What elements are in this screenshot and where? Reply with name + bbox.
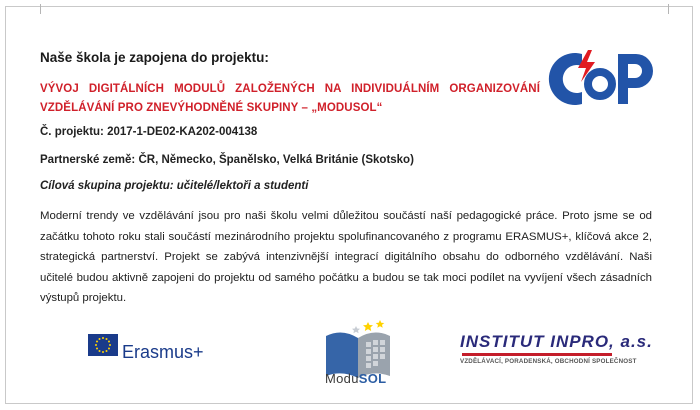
- erasmus-text: Erasmus+: [122, 342, 204, 362]
- partners-label: Partnerské země:: [40, 154, 136, 166]
- project-number-row: [40, 126, 257, 138]
- inpro-tagline: VZDĚLÁVACÍ, PORADENSKÁ, OBCHODNÍ SPOLEČNOST: [460, 358, 637, 365]
- project-title: VÝVOJ DIGITÁLNÍCH MODULŮ ZALOŽENÝCH NA INDIVIDUÁLNÍM ORGANIZOVÁNÍ VZDĚLÁVÁNÍ PRO ZNEVÝHODNĚNÉ SKUPINY – „MODUSOL“: [40, 83, 540, 114]
- inpro-underline: [462, 353, 612, 356]
- cop-logo: [548, 48, 658, 110]
- inpro-logo: [460, 332, 660, 365]
- modusol-prefix: Modu: [325, 371, 359, 386]
- inpro-name: INSTITUT INPRO, a.s.: [460, 332, 653, 351]
- target-group-row: [40, 180, 308, 192]
- crop-mark-top-left: [30, 4, 41, 14]
- cop-logo-p-shape: [618, 54, 653, 104]
- modusol-wordmark: [325, 371, 386, 386]
- target-group-value: učitelé/lektoři a studenti: [176, 180, 309, 192]
- target-group-label: Cílová skupina projektu:: [40, 180, 174, 192]
- project-number-value: 2017-1-DE02-KA202-004138: [107, 126, 258, 138]
- modusol-suffix: SOL: [358, 371, 387, 386]
- cop-logo-o-shape: [588, 72, 612, 96]
- eu-flag-icon: [88, 334, 118, 356]
- crop-mark-top-right: [668, 4, 679, 14]
- page-heading: Naše škola je zapojena do projektu:: [40, 50, 269, 65]
- cop-logo-c-shape: [549, 53, 582, 105]
- partners-row: [40, 154, 414, 166]
- description-paragraph: Moderní trendy ve vzdělávání jsou pro naši školu velmi důležitou součástí naší pedagogické práce. Proto jsme se od začátku tohoto roku stali součástí mezinárodního projektu spolufinancovaného z programu ERASMUS+, klíčová akce 2, strategická partnerství. Projekt se zabývá intenzivnější integrací digitálního obsahu do odborného vzdělávání. Naši učitelé budou aktivně zapojeni do projektu od samého počátku a budou se tak moci podílet na vyvíjení všech zásadních výstupů projektu.: [40, 210, 652, 305]
- project-number-label: Č. projektu:: [40, 126, 104, 138]
- partners-value: ČR, Německo, Španělsko, Velká Británie (Skotsko): [138, 154, 414, 166]
